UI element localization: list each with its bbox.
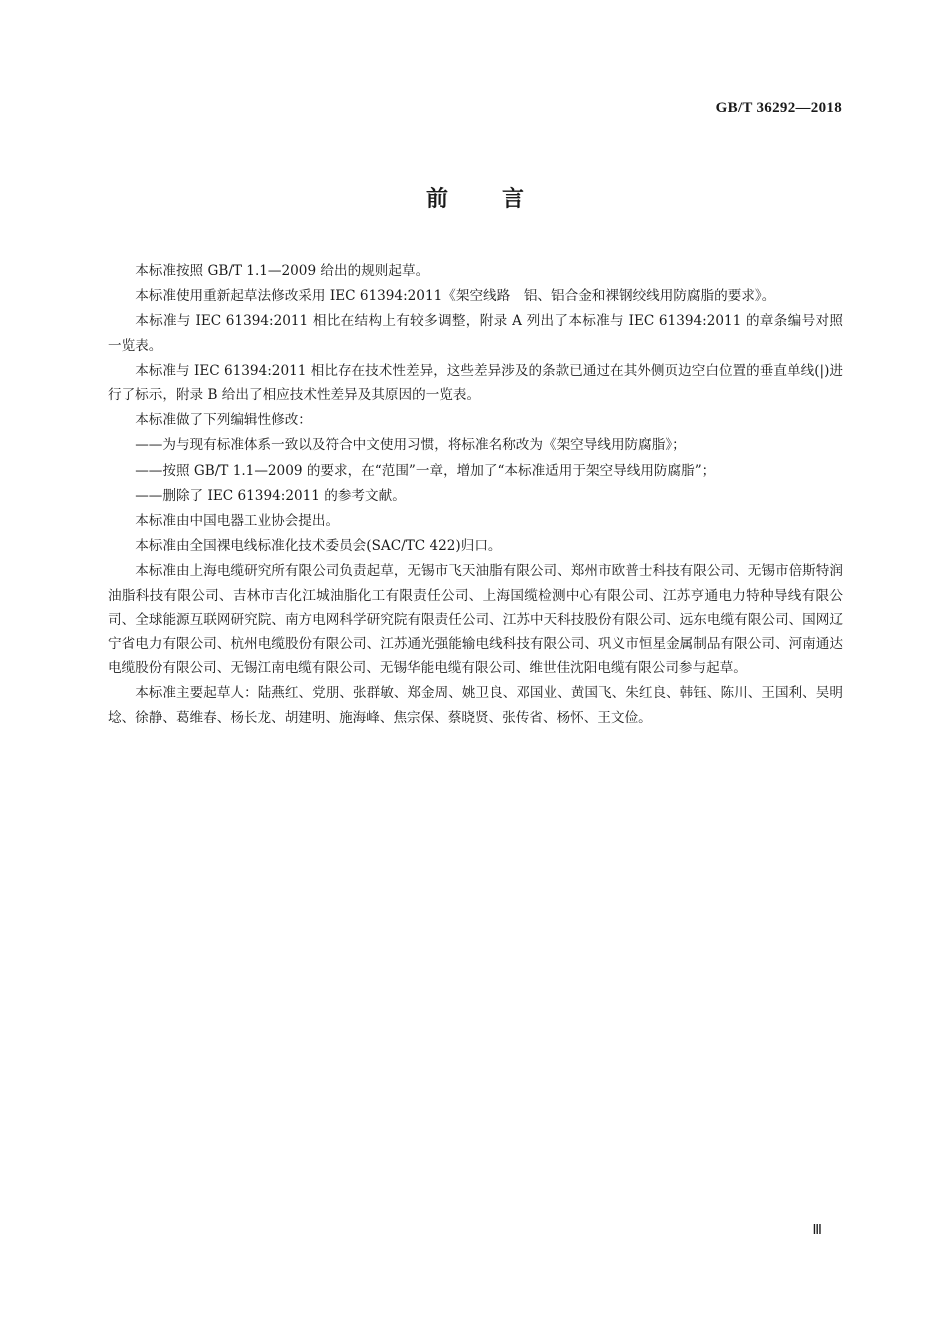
paragraph: 本标准做了下列编辑性修改： bbox=[135, 412, 312, 429]
paragraph: 本标准按照 GB/T 1.1—2009 给出的规则起草。 bbox=[135, 263, 430, 279]
list-item: ——为与现有标准体系一致以及符合中文使用习惯，将标准名称改为《架空导线用防腐脂》； bbox=[135, 437, 686, 454]
paragraph: 本标准主要起草人：陆燕红、党朋、张群敏、郑金周、姚卫良、邓国业、黄国飞、朱红良、韩钰、陈川、王国利、吴明埝、徐静、葛维春、杨长龙、胡建明、施海峰、焦宗保、蔡晓贤、张传省、杨怀、王文俭。 bbox=[108, 685, 843, 726]
standard-number: GB/T 36292—2018 bbox=[715, 100, 842, 116]
paragraph: 本标准由中国电器工业协会提出。 bbox=[135, 513, 340, 530]
page-title: 前言 bbox=[425, 187, 578, 212]
paragraph: 本标准使用重新起草法修改采用 IEC 61394:2011《架空线路 铝、铝合金和裸钢绞线用防腐脂的要求》。 bbox=[135, 288, 776, 305]
paragraph: 本标准与 IEC 61394:2011 相比存在技术性差异，这些差异涉及的条款已通过在其外侧页边空白位置的垂直单线(|)进行了标示，附录 B 给出了相应技术性差异及其原因的一览表。 bbox=[108, 362, 843, 404]
paragraph: 本标准与 IEC 61394:2011 相比在结构上有较多调整，附录 A 列出了本标准与 IEC 61394:2011 的章条编号对照一览表。 bbox=[108, 313, 843, 354]
foreword-body bbox=[108, 259, 843, 731]
paragraph: 本标准由上海电缆研究所有限公司负责起草，无锡市飞天油脂有限公司、郑州市欧普士科技有限公司、无锡市倍斯特润油脂科技有限公司、吉林市吉化江城油脂化工有限责任公司、上海国缆检测中心有限公司、江苏亨通电力特种导线有限公司、全球能源互联网研究院、南方电网科学研究院有限责任公司、江苏中天科技股份有限公司、远东电缆有限公司、国网辽宁省电力有限公司、杭州电缆股份有限公司、江苏通光强能输电线科技有限公司、巩义市恒星金属制品有限公司、河南通达电缆股份有限公司、无锡江南电缆有限公司、无锡华能电缆有限公司、维世佳沈阳电缆有限公司参与起草。 bbox=[108, 563, 843, 677]
paragraph: 本标准由全国裸电线标准化技术委员会(SAC/TC 422)归口。 bbox=[135, 538, 502, 555]
list-item: ——按照 GB/T 1.1—2009 的要求，在“范围”一章，增加了“本标准适用于架空导线用防腐脂”； bbox=[135, 462, 716, 479]
page-number: Ⅲ bbox=[812, 1223, 822, 1238]
list-item: ——删除了 IEC 61394:2011 的参考文献。 bbox=[135, 487, 406, 504]
